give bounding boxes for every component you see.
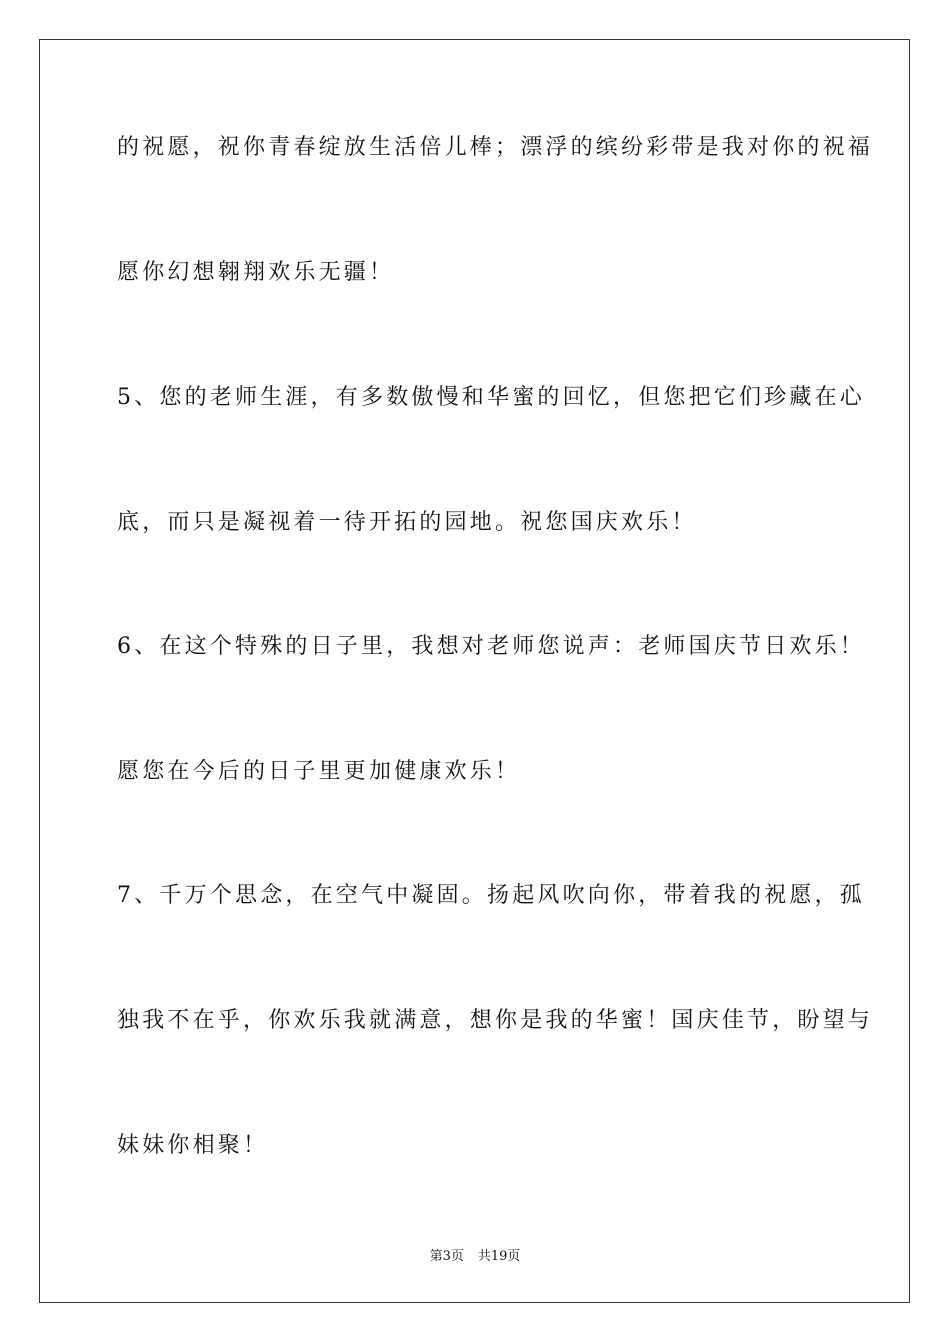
text-line-5: 6、在这个特殊的日子里，我想对老师您说声：老师国庆节日欢乐！ [117,634,865,659]
text-line-4: 底，而只是凝视着一待开拓的园地。祝您国庆欢乐！ [117,510,697,535]
text-line-8: 独我不在乎，你欢乐我就满意，想你是我的华蜜！国庆佳节，盼望与 [117,1008,874,1033]
page-frame [39,39,910,1303]
text-line-6: 愿您在今后的日子里更加健康欢乐！ [117,759,521,784]
page-footer [0,1248,950,1266]
text-line-1: 的祝愿，祝你青春绽放生活倍儿棒；漂浮的缤纷彩带是我对你的祝福 [117,135,874,160]
text-line-7: 7、千万个思念，在空气中凝固。扬起风吹向你，带着我的祝愿，孤 [117,883,865,908]
text-line-2: 愿你幻想翱翔欢乐无疆！ [117,260,395,285]
text-line-3: 5、您的老师生涯，有多数傲慢和华蜜的回忆，但您把它们珍藏在心 [117,385,865,410]
total-pages: 共19页 [477,1249,521,1264]
text-line-9: 妹妹你相聚！ [117,1133,269,1158]
page-number: 第3页 [429,1249,464,1264]
